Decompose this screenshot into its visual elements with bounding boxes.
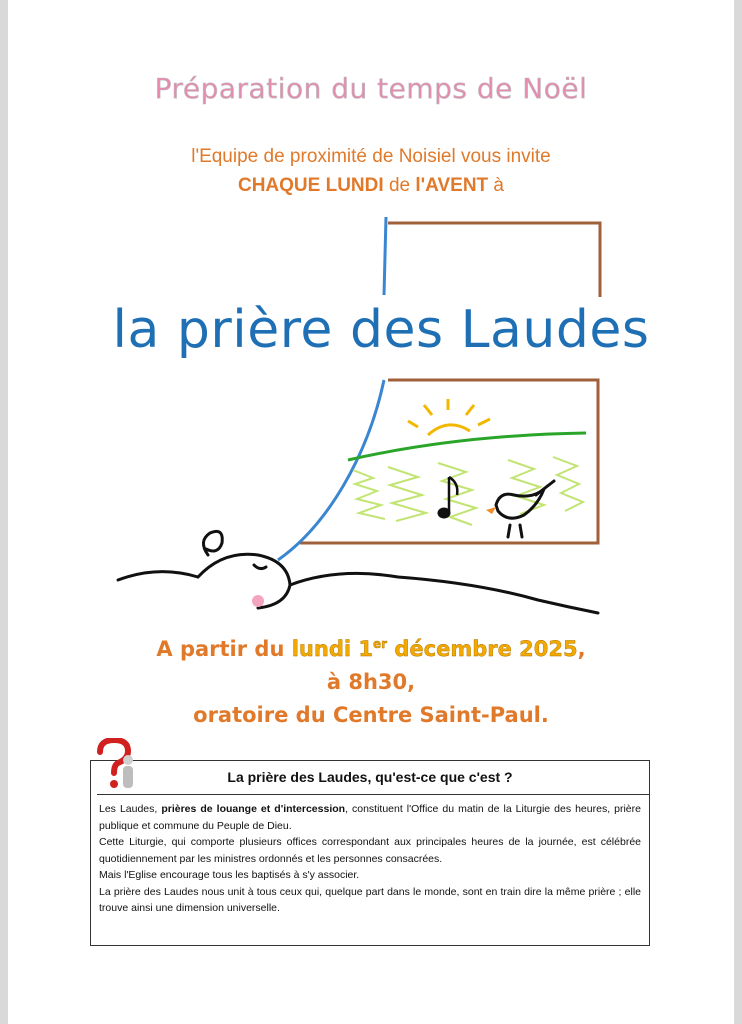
flyer-page [8, 0, 734, 1024]
grass-scribble [353, 457, 583, 525]
info-p1-end: , constituent l'Office du matin de la Liturgie des heures, prière publique et commune du Peuple de Dieu. [99, 803, 641, 832]
invite-de: de [388, 175, 411, 196]
schedule-time: à 8h30, [326, 670, 416, 694]
invite-a: à [493, 175, 504, 196]
flyer-title: Préparation du temps de Noël [154, 72, 588, 105]
schedule-date-rest: décembre 2025 [394, 637, 578, 661]
info-box [90, 760, 650, 946]
sleeping-window-illustration [8, 205, 734, 625]
schedule-comma: , [577, 637, 586, 661]
bird-icon [496, 481, 554, 537]
info-paragraph-4: La prière des Laudes nous unit à tous ceux qui, quelque part dans le monde, sont en train dire la même prière ; elle trouve ainsi une dimension universelle. [99, 885, 641, 914]
sun-icon [408, 399, 490, 435]
schedule-date-line [8, 628, 734, 666]
info-paragraph-3: Mais l'Eglise encourage tous les baptisés à s'y associer. [99, 869, 360, 881]
info-p1-bold: prières de louange et d'intercession [161, 803, 346, 815]
cheek [252, 595, 264, 607]
question-mark-person-icon [94, 738, 142, 794]
invite-every-monday: CHAQUE LUNDI [237, 175, 384, 196]
invite-line-2 [8, 175, 734, 197]
schedule-block [8, 628, 734, 732]
invite-advent: l'AVENT [415, 175, 489, 196]
info-paragraph-1 [99, 801, 641, 834]
info-paragraph-2: Cette Liturgie, qui comporte plusieurs offices correspondant aux principales heures de la journée, est célébrée quotidiennement par les ministres ordonnés et les personnes consacrées. [99, 836, 641, 865]
invite-line-1: l'Equipe de proximité de Noisiel vous invite [191, 146, 551, 167]
schedule-date-sup: er [373, 637, 388, 651]
info-p1-start: Les Laudes, [99, 803, 162, 815]
info-divider [97, 794, 649, 795]
hill-line [348, 433, 586, 460]
main-title: la prière des Laudes [112, 300, 650, 360]
schedule-date-num: 1 [358, 637, 373, 661]
info-heading: La prière des Laudes, qu'est-ce que c'est ? [227, 769, 513, 785]
schedule-place: oratoire du Centre Saint-Paul. [193, 703, 549, 727]
schedule-day: lundi [291, 637, 352, 661]
schedule-prefix: A partir du [156, 637, 285, 661]
info-body [99, 801, 641, 917]
bird-beak [486, 507, 496, 514]
